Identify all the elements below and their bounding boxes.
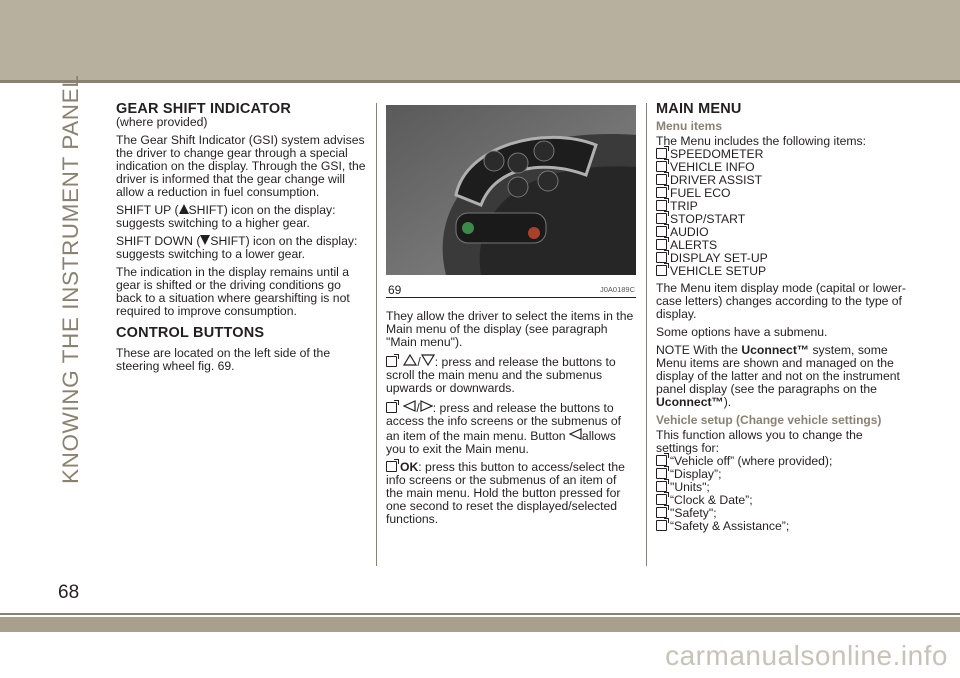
- vehicle-setup-heading: Vehicle setup (Change vehicle settings): [656, 413, 882, 427]
- shift-down-icon: [200, 235, 210, 245]
- bullet-icon: [656, 507, 667, 518]
- setting-text: "Units";: [670, 480, 710, 494]
- column-gsi: [116, 103, 368, 378]
- shift-down-paragraph: [116, 235, 368, 261]
- side-title-wrap: [58, 74, 88, 484]
- display-mode-paragraph: The Menu item display mode (capital or lower-case letters) changes according to the type of display.: [656, 281, 906, 321]
- setting-text: “Safety & Assistance”;: [670, 519, 790, 533]
- settings-list: [656, 455, 906, 533]
- bullet-icon: [656, 481, 667, 492]
- shift-up-post: SHIFT) icon on the display: suggests switching to a higher gear.: [116, 203, 336, 230]
- bullet-up-down: / : press and release the buttons to scroll the main menu and the submenus upwards or downwards.: [386, 355, 616, 395]
- note-paragraph: [656, 344, 906, 409]
- up-arrow-icon: [403, 354, 417, 366]
- gsi-heading: GEAR SHIFT INDICATOR: [116, 101, 292, 117]
- intro-paragraph: They allow the driver to select the items in the Main menu of the display (see paragraph "Main menu").: [386, 309, 634, 349]
- control-buttons-paragraph: These are located on the left side of the steering wheel fig. 69.: [116, 346, 331, 373]
- shift-down-post: SHIFT) icon on the display: suggests switching to a lower gear.: [116, 234, 358, 261]
- list-item: [656, 265, 906, 278]
- bullet-icon: [656, 239, 667, 250]
- column-main-menu: [656, 103, 906, 533]
- menu-item-text: AUDIO: [670, 225, 709, 239]
- vehicle-setup-intro: This function allows you to change the settings for:: [656, 428, 863, 455]
- menu-item-text: DRIVER ASSIST: [670, 173, 763, 187]
- bullet-ok: [386, 461, 636, 526]
- bullet-icon: [656, 174, 667, 185]
- note-end: ).: [723, 395, 732, 409]
- gsi-subtitle: (where provided): [116, 115, 208, 129]
- setting-text: “Display”;: [670, 467, 722, 481]
- column-control-buttons: [386, 310, 636, 531]
- bullet-icon: [656, 265, 667, 276]
- main-menu-heading: MAIN MENU: [656, 101, 742, 117]
- footer-rule: [0, 613, 960, 615]
- bullet-left-right-text: : press and release the buttons to access the info screens or the submenus of an item of the main menu. Button: [386, 401, 622, 443]
- bullet-icon: [656, 494, 667, 505]
- menu-item-text: STOP/START: [670, 212, 746, 226]
- right-arrow-icon: [420, 400, 433, 412]
- bullet-icon: [386, 356, 397, 367]
- note-bold-2: Uconnect™: [656, 395, 724, 409]
- figure-number: 69: [388, 283, 402, 297]
- gsi-indication-paragraph: The indication in the display remains until a gear is shifted or the driving conditions go back to a situation where gearshifting is not required to improve consumption.: [116, 265, 350, 318]
- figure-code: J0A0189C: [600, 285, 636, 294]
- control-buttons-heading: CONTROL BUTTONS: [116, 325, 265, 341]
- shift-up-icon: [179, 204, 189, 214]
- footer-band: [0, 617, 960, 632]
- left-arrow-icon: [569, 428, 582, 440]
- submenu-paragraph: Some options have a submenu.: [656, 325, 828, 339]
- note-bold: Uconnect™: [741, 343, 810, 357]
- page-number: 68: [58, 582, 80, 603]
- ok-label: OK: [400, 460, 419, 474]
- menu-item-text: SPEEDOMETER: [670, 147, 764, 161]
- bullet-icon: [656, 252, 667, 263]
- bullet-left-right: / : press and release the buttons to access the info screens or the submenus of an item of the main menu. Button allows you to exit the Main menu.: [386, 401, 622, 456]
- shift-up-paragraph: [116, 204, 368, 230]
- menu-item-text: FUEL ECO: [670, 186, 731, 200]
- shift-down-pre: SHIFT DOWN (: [116, 234, 201, 248]
- menu-item-text: TRIP: [670, 199, 698, 213]
- footer-watermark: carmanualsonline.info: [665, 640, 948, 671]
- menu-item-text: VEHICLE INFO: [670, 160, 755, 174]
- shift-up-pre: SHIFT UP (: [116, 203, 179, 217]
- divider-right: [646, 103, 647, 566]
- bullet-left-right-end: allows you to exit the Main menu.: [386, 429, 616, 456]
- setting-text: "Safety";: [670, 506, 717, 520]
- left-arrow-icon: [403, 400, 416, 412]
- bullet-icon: [656, 468, 667, 479]
- menu-item-text: ALERTS: [670, 238, 718, 252]
- bullet-icon: [656, 213, 667, 224]
- bullet-icon: [386, 461, 397, 472]
- menu-item-text: DISPLAY SET-UP: [670, 251, 768, 265]
- figure-rule: [386, 297, 636, 298]
- header-band: [0, 0, 960, 80]
- steering-wheel-illustration: [386, 105, 636, 275]
- note-mid: system, some Menu items are shown and managed on the display of the latter and not on the instrument panel display (see the paragraphs on the: [656, 343, 900, 396]
- side-title: KNOWING THE INSTRUMENT PANEL: [58, 74, 83, 484]
- menu-items-heading: Menu items: [656, 119, 723, 133]
- bullet-icon: [656, 520, 667, 531]
- divider-left: [376, 103, 377, 566]
- bullet-up-down-text: : press and release the buttons to scroll the main menu and the submenus upwards or downwards.: [386, 355, 616, 395]
- steering-wheel-photo: [386, 105, 636, 275]
- bullet-icon: [386, 402, 397, 413]
- gsi-paragraph: The Gear Shift Indicator (GSI) system advises the driver to change gear through a special indication on the display. Through the GSI, the driver is informed that the gear change will allow a reduction in fuel consumption.: [116, 133, 366, 199]
- bullet-icon: [656, 161, 667, 172]
- menu-item-text: VEHICLE SETUP: [670, 264, 767, 278]
- bullet-icon: [656, 187, 667, 198]
- bullet-icon: [656, 148, 667, 159]
- down-arrow-icon: [421, 354, 435, 366]
- menu-intro: The Menu includes the following items:: [656, 134, 867, 148]
- bullet-icon: [656, 455, 667, 466]
- bullet-icon: [656, 200, 667, 211]
- setting-text: “Vehicle off” (where provided);: [670, 454, 833, 468]
- note-pre: NOTE With the: [656, 343, 742, 357]
- bullet-icon: [656, 226, 667, 237]
- menu-item-list: [656, 148, 906, 278]
- bullet-ok-text: : press this button to access/select the info screens or the submenus of an item of the main menu. Hold the button pressed for one second to reset the displayed/selected functions.: [386, 460, 625, 526]
- header-rule: [0, 80, 960, 83]
- list-item: [656, 520, 906, 533]
- setting-text: “Clock & Date”;: [670, 493, 753, 507]
